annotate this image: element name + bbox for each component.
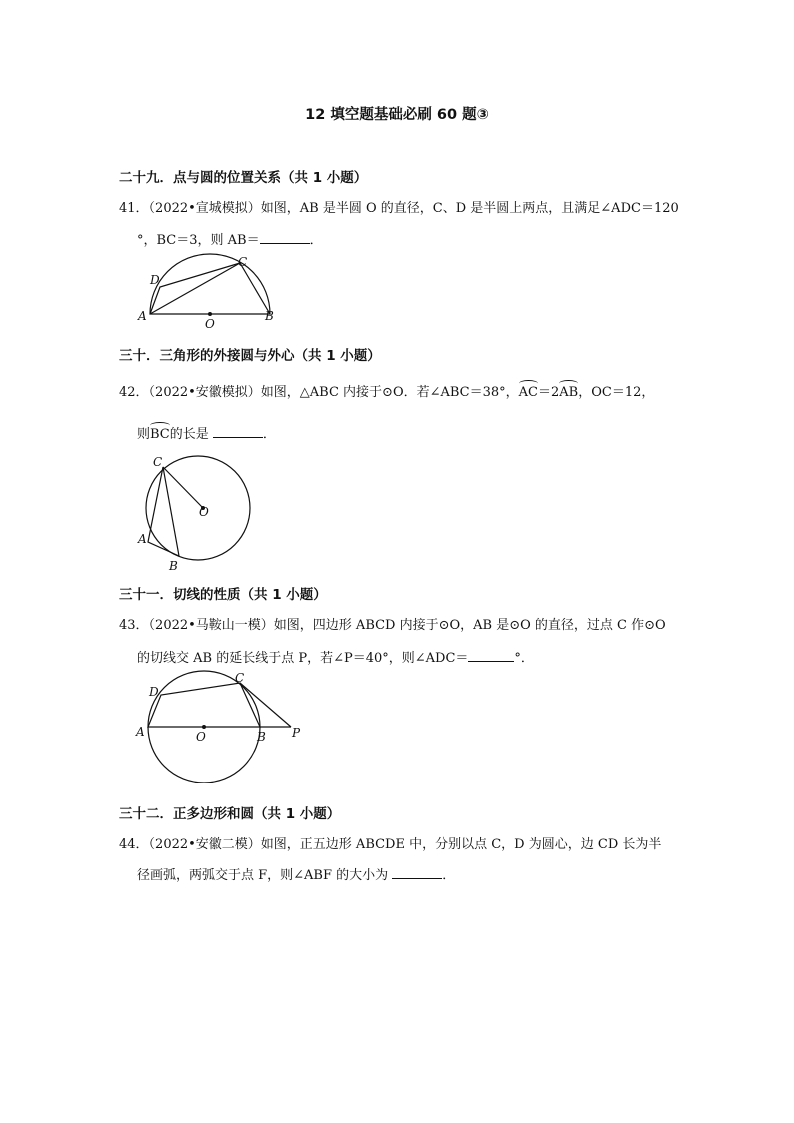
section-heading-32: 三十二．正多边形和圆（共 1 小题） xyxy=(119,806,341,822)
question-42-text-b: ，OC＝12， xyxy=(578,385,655,400)
section-heading-29: 二十九．点与圆的位置关系（共 1 小题） xyxy=(119,170,368,186)
question-43-text: 的切线交 AB 的延长线于点 P，若∠P＝40°，则∠ADC＝ xyxy=(137,651,469,666)
center-point xyxy=(208,312,212,316)
arc-ab: AB xyxy=(559,381,578,400)
question-43-line-1: 43．（2022•马鞍山一模）如图，四边形 ABCD 内接于⊙O，AB 是⊙O 的直径，过点 C 作⊙O xyxy=(119,618,666,633)
question-43-line-2 xyxy=(137,647,534,666)
question-42-line-1 xyxy=(119,381,654,400)
page-title: 12 填空题基础必刷 60 题③ xyxy=(305,107,489,123)
question-41-line-2 xyxy=(137,229,323,248)
center-point xyxy=(202,725,206,729)
tangent-cp xyxy=(240,683,291,727)
question-41-end: ． xyxy=(309,233,323,248)
answer-blank-43 xyxy=(468,649,514,662)
question-42-mid: ＝2 xyxy=(538,385,560,400)
quadrilateral-abcd xyxy=(148,683,260,727)
label-d: D xyxy=(150,273,160,287)
question-44-end: ． xyxy=(442,868,456,883)
question-42-text-c: 则 xyxy=(137,427,151,442)
answer-blank-41 xyxy=(260,231,310,244)
label-b: B xyxy=(169,559,178,573)
label-o: O xyxy=(196,730,206,744)
label-a: A xyxy=(138,532,147,546)
question-41-text: °，BC＝3，则 AB＝ xyxy=(137,233,260,248)
label-o: O xyxy=(199,505,209,519)
label-p: P xyxy=(292,726,301,740)
label-a: A xyxy=(136,725,145,739)
question-42-text-d: 的长是 xyxy=(169,427,213,442)
chord-ac xyxy=(150,263,240,314)
label-c: C xyxy=(153,455,163,469)
triangle-abc xyxy=(148,467,179,556)
section-heading-30: 三十．三角形的外接圆与外心（共 1 小题） xyxy=(119,348,381,364)
section-heading-31: 三十一．切线的性质（共 1 小题） xyxy=(119,587,327,603)
question-44-text: 径画弧，两弧交于点 F，则∠ABF 的大小为 xyxy=(137,868,393,883)
figure-41-semicircle xyxy=(137,250,287,330)
question-44-line-2 xyxy=(137,864,455,883)
question-44-line-1: 44．（2022•安徽二模）如图，正五边形 ABCDE 中，分别以点 C，D 为圆心，边 CD 长为半 xyxy=(119,837,662,852)
question-42-end: ． xyxy=(262,427,276,442)
question-42-text-a: 42．（2022•安徽模拟）如图，△ABC 内接于⊙O．若∠ABC＝38°， xyxy=(119,385,519,400)
answer-blank-44 xyxy=(392,866,442,879)
label-a: A xyxy=(138,309,147,323)
label-d: D xyxy=(149,685,159,699)
question-41-line-1: 41．（2022•宣城模拟）如图，AB 是半圆 O 的直径，C、D 是半圆上两点，且满足∠ADC＝120 xyxy=(119,201,679,216)
label-b: B xyxy=(265,309,274,323)
answer-blank-42 xyxy=(213,425,263,438)
label-c: C xyxy=(235,671,245,685)
arc-bc: BC xyxy=(150,423,170,442)
arc-ac: AC xyxy=(519,381,538,400)
label-o: O xyxy=(205,317,215,330)
figure-43-circle xyxy=(133,668,308,783)
figure-42-circle xyxy=(133,452,258,577)
label-b: B xyxy=(257,730,266,744)
question-42-line-2 xyxy=(137,423,276,442)
label-c: C xyxy=(238,255,248,269)
question-43-end: °． xyxy=(514,651,534,666)
